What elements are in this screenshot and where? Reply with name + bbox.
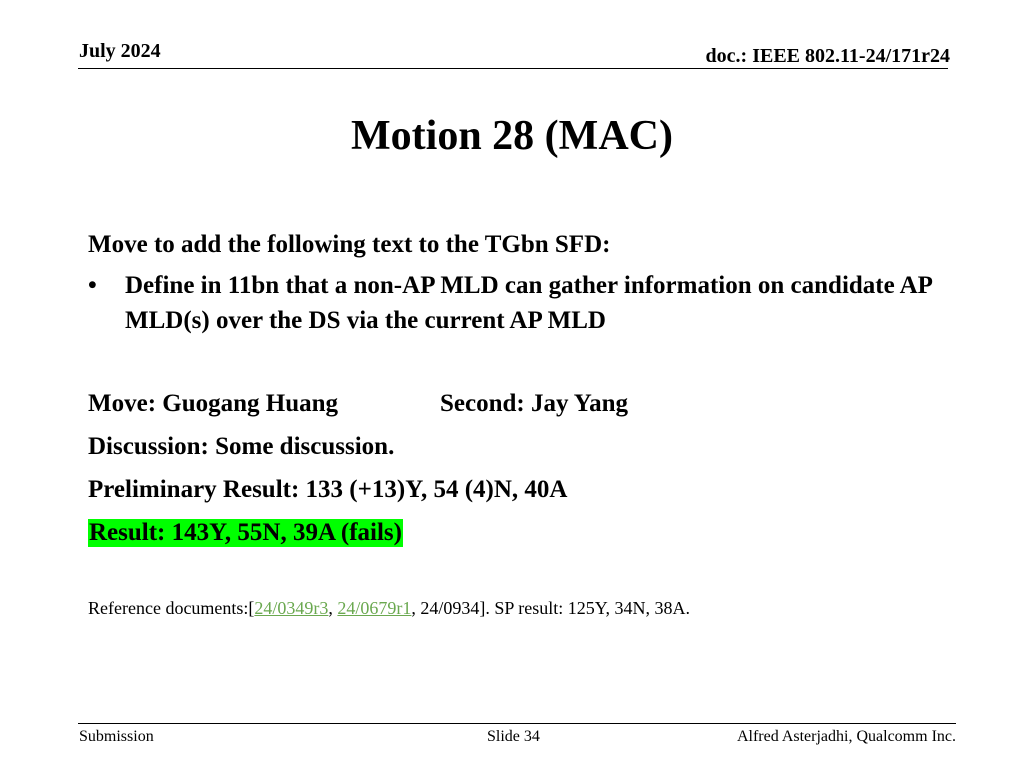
motion-intro: Move to add the following text to the TGbn SFD: bbox=[88, 231, 611, 258]
header-date: July 2024 bbox=[79, 40, 161, 62]
discussion-line: Discussion: Some discussion. bbox=[88, 433, 395, 460]
reference-suffix: , 24/0934]. SP result: 125Y, 34N, 38A. bbox=[411, 598, 690, 618]
reference-line bbox=[88, 598, 690, 619]
header-divider bbox=[78, 68, 948, 69]
reference-link-0679r1[interactable]: 24/0679r1 bbox=[337, 598, 412, 618]
footer-slide-number: Slide 34 bbox=[487, 728, 540, 745]
reference-link-0349r3[interactable]: 24/0349r3 bbox=[254, 598, 329, 618]
reference-prefix: Reference documents:[ bbox=[88, 598, 255, 618]
bullet-text: Define in 11bn that a non-AP MLD can gather information on candidate AP MLD(s) over the DS via the current AP MLD bbox=[125, 272, 932, 334]
bullet-item bbox=[88, 268, 948, 338]
reference-separator: , bbox=[328, 598, 338, 618]
motion-text-block bbox=[88, 227, 948, 338]
preliminary-result-line: Preliminary Result: 133 (+13)Y, 54 (4)N, 40A bbox=[88, 476, 568, 503]
footer-divider bbox=[78, 723, 956, 724]
bullet-mark: • bbox=[88, 272, 97, 299]
seconder-line: Second: Jay Yang bbox=[440, 390, 628, 417]
result-line: Result: 143Y, 55N, 39A (fails) bbox=[89, 519, 402, 546]
footer-author: Alfred Asterjadhi, Qualcomm Inc. bbox=[736, 728, 956, 745]
mover-line: Move: Guogang Huang bbox=[88, 390, 339, 417]
slide-title: Motion 28 (MAC) bbox=[351, 113, 673, 159]
header-doc-id: doc.: IEEE 802.11-24/171r24 bbox=[705, 45, 950, 67]
footer-submission: Submission bbox=[79, 728, 154, 745]
